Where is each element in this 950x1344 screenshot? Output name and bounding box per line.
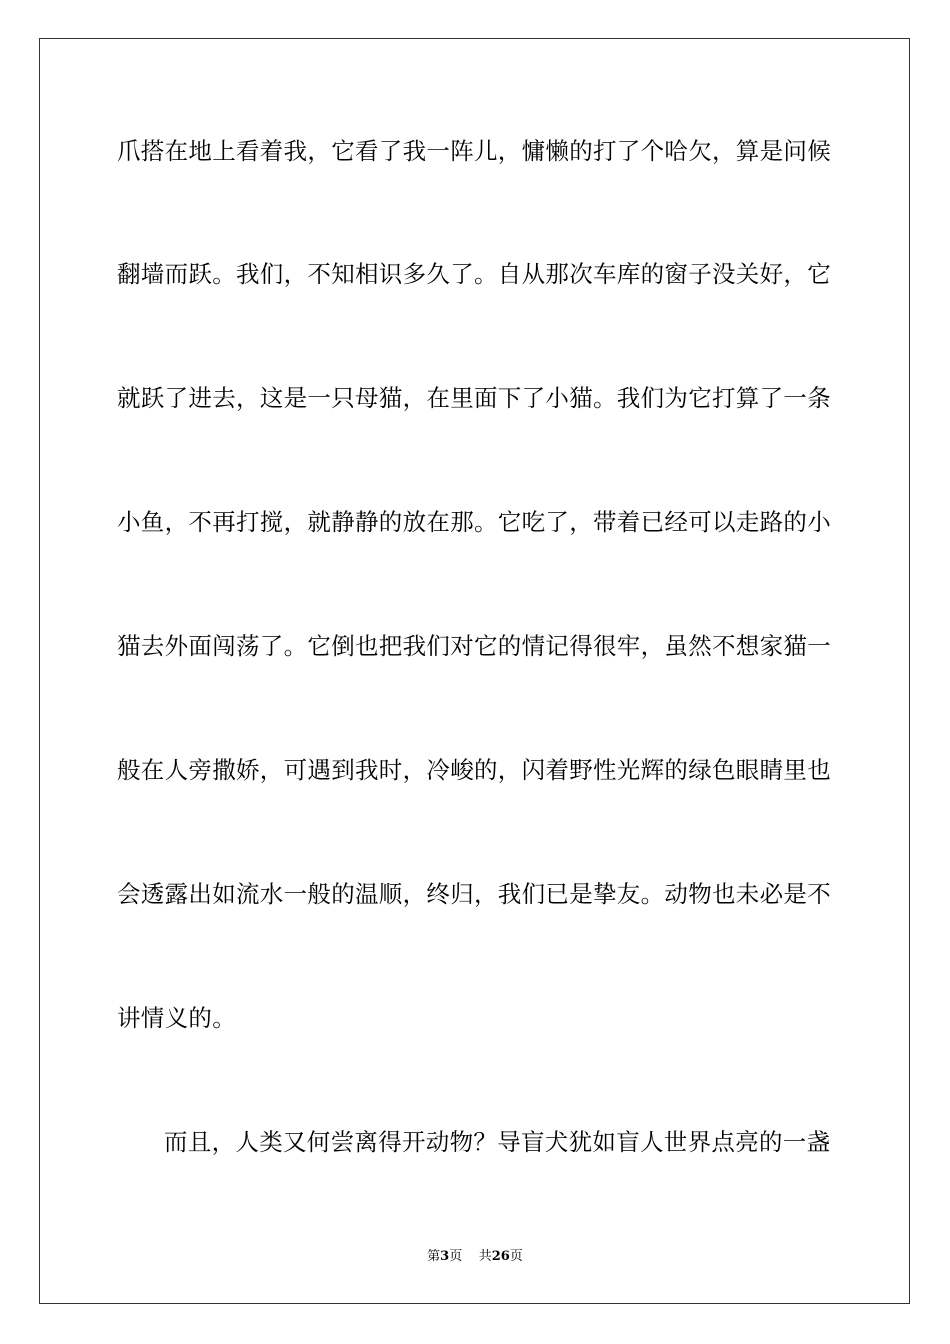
body-text-line-3: 就跃了进去，这是一只母猫，在里面下了小猫。我们为它打算了一条 <box>117 384 831 412</box>
body-text-line-7: 会透露出如流水一般的温顺，终归，我们已是挚友。动物也未必是不 <box>117 880 831 908</box>
footer-page-number: 3 <box>440 1249 450 1264</box>
footer-page-suffix: 页 <box>449 1249 463 1264</box>
page-footer <box>0 1248 950 1266</box>
footer-total-suffix: 页 <box>509 1249 523 1264</box>
body-text-line-6: 般在人旁撒娇，可遇到我时，冷峻的，闪着野性光辉的绿色眼睛里也 <box>117 756 831 784</box>
body-text-line-1: 爪搭在地上看着我，它看了我一阵儿，慵懒的打了个哈欠，算是问候 <box>117 137 831 165</box>
body-text-line-4: 小鱼，不再打搅，就静静的放在那。它吃了，带着已经可以走路的小 <box>117 508 831 536</box>
footer-total-number: 26 <box>491 1249 510 1264</box>
body-text-line-5: 猫去外面闯荡了。它倒也把我们对它的情记得很牢，虽然不想家猫一 <box>117 632 831 660</box>
footer-page-prefix: 第 <box>427 1249 441 1264</box>
body-text-line-9: 而且，人类又何尝离得开动物？导盲犬犹如盲人世界点亮的一盏 <box>164 1128 831 1156</box>
footer-total-prefix: 共 <box>478 1249 492 1264</box>
body-text-line-8: 讲情义的。 <box>117 1004 236 1032</box>
page-border <box>39 38 910 1304</box>
body-text-line-2: 翻墙而跃。我们，不知相识多久了。自从那次车库的窗子没关好，它 <box>117 260 831 288</box>
